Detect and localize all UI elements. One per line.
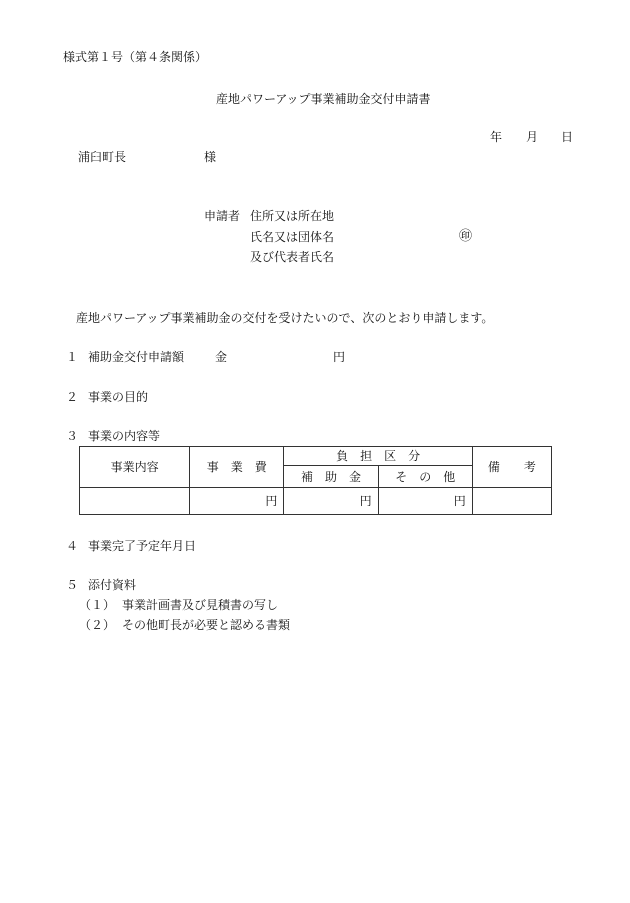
section-3-number: ３ bbox=[66, 429, 79, 443]
section-5-label: 添付資料 bbox=[88, 578, 137, 592]
section-3-label: 事業の内容等 bbox=[88, 429, 161, 443]
applicant-name-label: 氏名又は団体名 bbox=[250, 230, 335, 244]
section-2-label: 事業の目的 bbox=[88, 390, 149, 404]
section-4-label: 事業完了予定年月日 bbox=[88, 539, 197, 553]
header-other: そ の 他 bbox=[378, 466, 472, 488]
recipient-name: 浦臼町長 bbox=[78, 150, 127, 164]
project-table bbox=[79, 446, 552, 515]
attachment-2-text: その他町長が必要と認める書類 bbox=[122, 618, 291, 632]
amount-prefix: 金 bbox=[215, 350, 228, 364]
intro-text: 産地パワーアップ事業補助金の交付を受けたいので、次のとおり申請します。 bbox=[76, 311, 494, 325]
section-1-label: 補助金交付申請額 bbox=[88, 350, 185, 364]
cell-cost[interactable]: 円 bbox=[190, 488, 284, 515]
header-remarks: 備 考 bbox=[472, 447, 551, 488]
section-1-number: １ bbox=[66, 350, 79, 364]
form-number: 様式第１号（第４条関係） bbox=[63, 50, 208, 64]
attachment-2-number: （２） bbox=[79, 618, 116, 632]
amount-unit: 円 bbox=[333, 350, 346, 364]
date-day: 日 bbox=[561, 130, 574, 144]
seal-mark: ㊞ bbox=[459, 229, 473, 244]
section-2-number: ２ bbox=[66, 390, 79, 404]
date-year: 年 bbox=[490, 130, 503, 144]
header-content: 事業内容 bbox=[80, 447, 190, 488]
attachment-1-text: 事業計画書及び見積書の写し bbox=[122, 598, 279, 612]
cell-other[interactable]: 円 bbox=[378, 488, 472, 515]
applicant-representative-label: 及び代表者氏名 bbox=[250, 250, 335, 264]
cell-remarks[interactable] bbox=[472, 488, 551, 515]
table-header-row bbox=[80, 447, 552, 466]
page-title: 産地パワーアップ事業補助金交付申請書 bbox=[216, 92, 431, 106]
section-5-number: ５ bbox=[66, 578, 79, 592]
header-cost: 事 業 費 bbox=[190, 447, 284, 488]
applicant-address-label: 住所又は所在地 bbox=[250, 209, 335, 223]
recipient-honorific: 様 bbox=[204, 150, 217, 164]
header-subsidy: 補 助 金 bbox=[284, 466, 378, 488]
cell-subsidy[interactable]: 円 bbox=[284, 488, 378, 515]
table-row bbox=[80, 488, 552, 515]
attachment-1-number: （１） bbox=[79, 598, 116, 612]
date-month: 月 bbox=[526, 130, 539, 144]
cell-content[interactable] bbox=[80, 488, 190, 515]
header-burden: 負 担 区 分 bbox=[284, 447, 472, 466]
applicant-label: 申請者 bbox=[204, 209, 241, 223]
section-4-number: ４ bbox=[66, 539, 79, 553]
